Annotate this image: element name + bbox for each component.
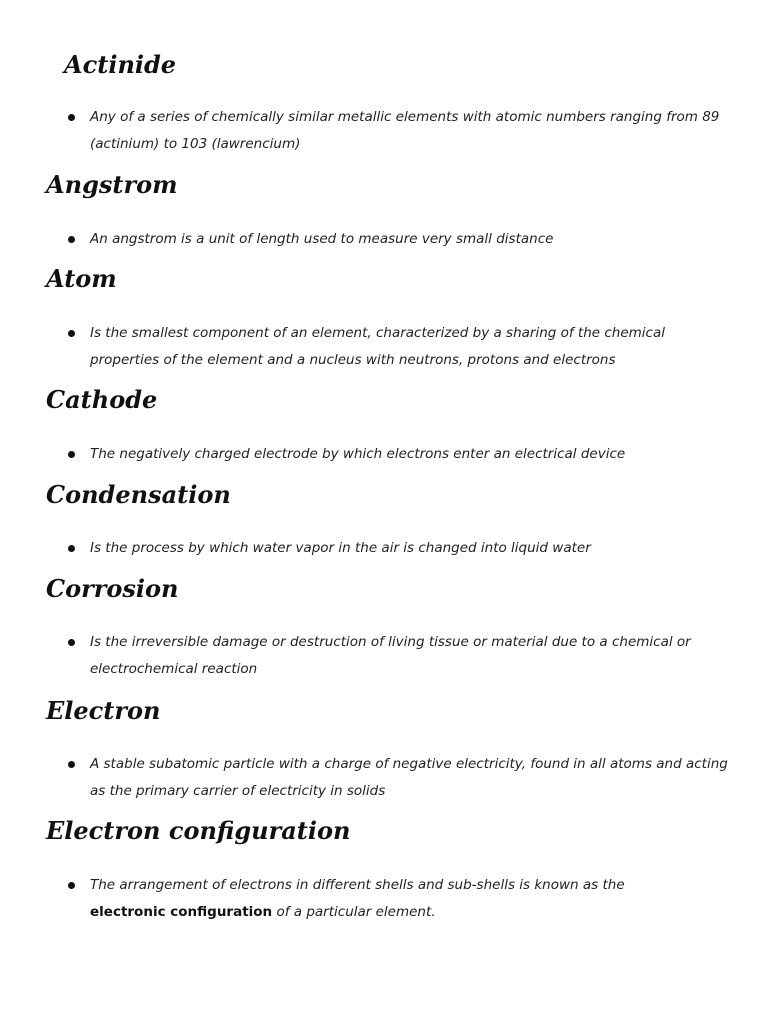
definition-electron-configuration (90, 872, 650, 926)
term-heading-electron: Electron (46, 696, 161, 725)
term-heading-actinide: Actinide (64, 50, 177, 79)
definition-angstrom: An angstrom is a unit of length used to measure very small distance (90, 231, 554, 247)
definition-corrosion: Is the irreversible damage or destruction of living tissue or material due to a chemical or electrochemical reaction (90, 634, 691, 677)
bullet-icon (68, 882, 75, 889)
term-heading-cathode: Cathode (46, 385, 158, 414)
term-heading-atom: Atom (46, 264, 117, 293)
definition-actinide: Any of a series of chemically similar metallic elements with atomic numbers ranging from 89 (actinium) to 103 (lawrencium) (90, 109, 720, 152)
term-heading-electron-configuration: Electron configuration (46, 816, 351, 845)
bullet-icon (68, 639, 75, 646)
term-heading-corrosion: Corrosion (46, 574, 179, 603)
definition-cathode: The negatively charged electrode by which electrons enter an electrical device (90, 446, 626, 462)
bullet-icon (68, 330, 75, 337)
definition-text-end: of a particular element. (276, 904, 436, 920)
term-heading-condensation: Condensation (46, 480, 231, 509)
definition-text-start: The arrangement of electrons in different shells and sub-shells is known as the (90, 877, 625, 893)
definition-condensation: Is the process by which water vapor in the air is changed into liquid water (90, 540, 591, 556)
bullet-icon (68, 451, 75, 458)
bullet-icon (68, 236, 75, 243)
term-heading-angstrom: Angstrom (46, 170, 178, 199)
bullet-icon (68, 545, 75, 552)
bullet-icon (68, 761, 75, 768)
bullet-icon (68, 114, 75, 121)
definition-electron: A stable subatomic particle with a charge of negative electricity, found in all atoms and acting as the primary carrier of electricity in solids (90, 756, 728, 799)
definition-atom: Is the smallest component of an element, characterized by a sharing of the chemical properties of the element and a nucleus with neutrons, protons and electrons (90, 325, 665, 368)
definition-emphasis: electronic configuration (90, 904, 273, 920)
